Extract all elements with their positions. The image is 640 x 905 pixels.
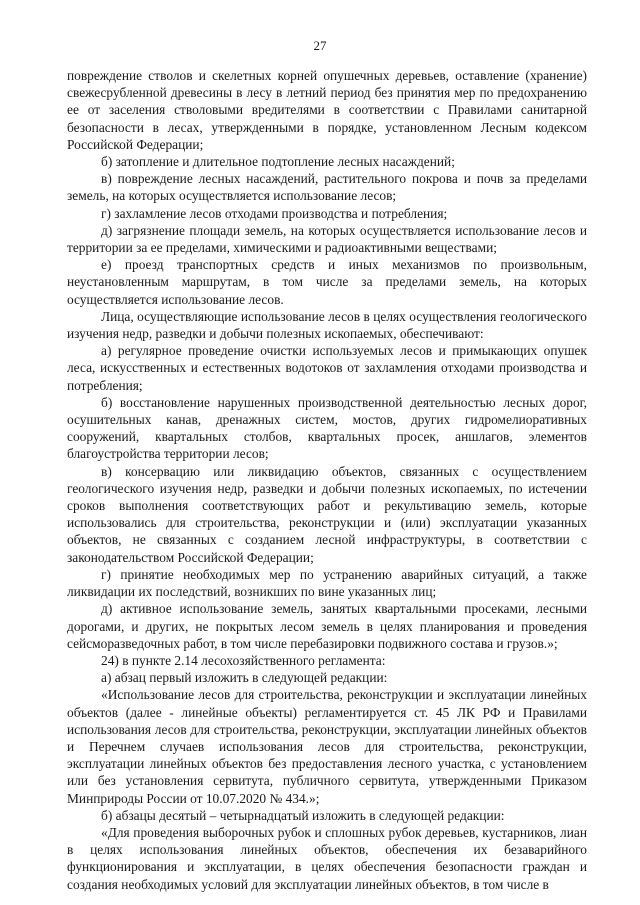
document-body (67, 67, 587, 893)
paragraph: 24) в пункте 2.14 лесохозяйственного регламента: (101, 652, 386, 668)
paragraph: д) загрязнение площади земель, на которых осуществляется использование лесов и территории за ее пределами, химическими и радиоактивными веществами; (67, 222, 587, 256)
paragraph: г) принятие необходимых мер по устранению аварийных ситуаций, а также ликвидации их последствий, возникших по вине указанных лиц; (67, 566, 587, 600)
paragraph: б) затопление и длительное подтопление лесных насаждений; (101, 154, 455, 170)
paragraph: г) захламление лесов отходами производства и потребления; (101, 205, 448, 221)
paragraph: д) активное использование земель, занятых квартальными просеками, лесными дорогами, и других, не покрытых лесом земель в целях планирования и проведения сейсморазведочных работ, в том числе перебазировки подвижного состава и грузов.»; (67, 601, 587, 651)
paragraph: «Для проведения выборочных рубок и сплошных рубок деревьев, кустарников, лиан в целях использования линейных объектов, обеспечения их безаварийного функционирования и эксплуатации, в целях обеспечения безопасности граждан и создания необходимых условий для эксплуатации линейных объектов, в том числе в (67, 824, 587, 892)
paragraph: а) абзац первый изложить в следующей редакции: (101, 670, 388, 686)
paragraph: в) консервацию или ликвидацию объектов, связанных с осуществлением геологического изучения недр, разведки и добычи полезных ископаемых, по истечении сроков выполнения соответствующих работ и рекультивацию земель, которые использовались для строительства, реконструкции и (или) эксплуатации указанных объектов, не связанных с созданием лесной инфраструктуры, в соответствии с законодательством Российской Федерации; (67, 463, 587, 565)
paragraph: в) повреждение лесных насаждений, растительного покрова и почв за пределами земель, на которых осуществляется использование лесов; (67, 171, 587, 204)
paragraph: е) проезд транспортных средств и иных механизмов по произвольным, неустановленным маршрутам, в том числе за пределами земель, на которых осуществляется использование лесов. (67, 257, 587, 307)
paragraph: б) восстановление нарушенных производственной деятельностью лесных дорог, осушительных канав, дренажных систем, мостов, других гидромелиоративных сооружений, квартальных столбов, квартальных просек, аншлагов, элементов благоустройства территории лесов; (67, 394, 587, 462)
paragraph: «Использование лесов для строительства, реконструкции и эксплуатации линейных объектов (далее - линейные объекты) регламентируется ст. 45 ЛК РФ и Правилами использования лесов для строительства, реконструкции, эксплуатации линейных объектов и Перечнем случаев использования лесов для строительства, реконструкции, эксплуатации линейных объектов без предоставления лесного участка, с установлением или без установления сервитута, публичного сервитута, утвержденными Приказом Минприроды России от 10.07.2020 № 434.»; (67, 687, 587, 806)
paragraph: б) абзацы десятый – четырнадцатый изложить в следующей редакции: (101, 807, 505, 823)
page-number: 27 (313, 38, 327, 53)
paragraph: повреждение стволов и скелетных корней опушечных деревьев, оставление (хранение) свежесрубленной древесины в лесу в летний период без принятия мер по предохранению ее от заселения стволовыми вредителями в соответствии с Правилами санитарной безопасности в лесах, утвержденными в порядке, установленном Лесным кодексом Российской Федерации; (67, 68, 587, 152)
paragraph: а) регулярное проведение очистки используемых лесов и примыкающих опушек леса, искусственных и естественных водотоков от захламления отходами производства и потребления; (67, 343, 587, 393)
paragraph: Лица, осуществляющие использование лесов в целях осуществления геологического изучения недр, разведки и добычи полезных ископаемых, обеспечивают: (67, 308, 587, 342)
